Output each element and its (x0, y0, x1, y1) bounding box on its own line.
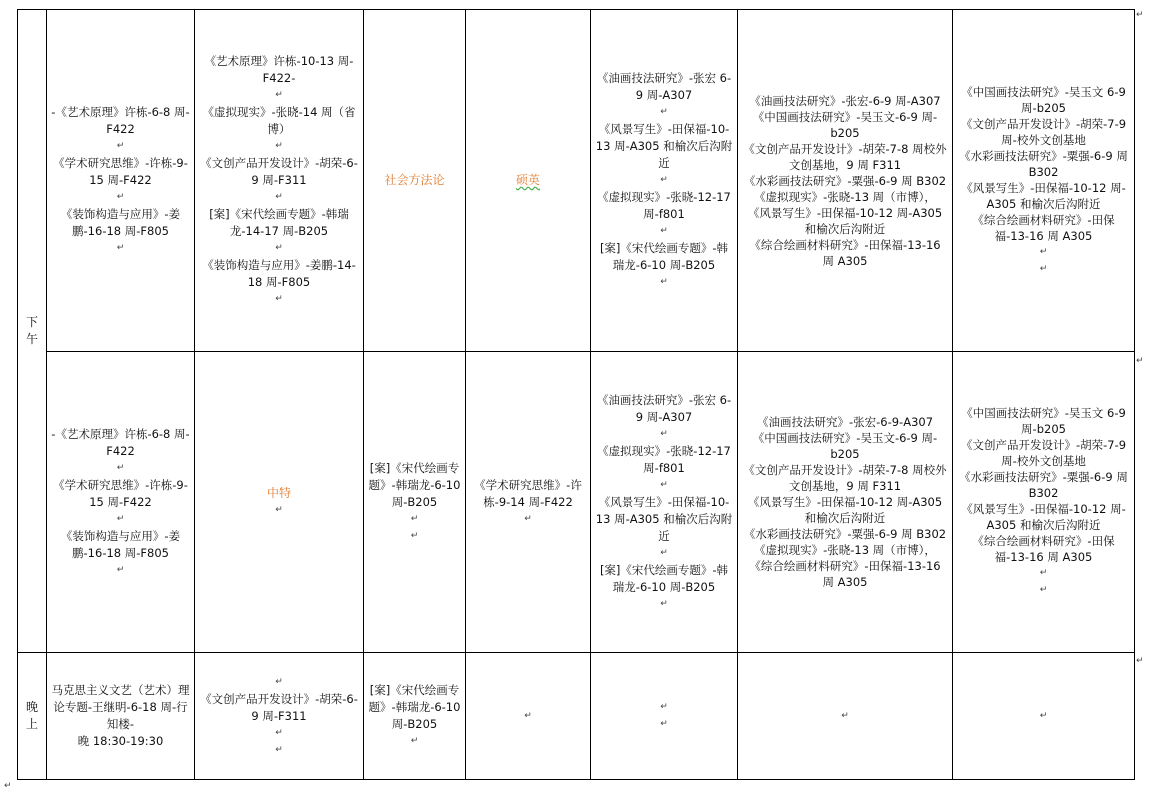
paragraph-mark: ↵ (1039, 568, 1048, 578)
course-entry: 马克思主义文艺（艺术）理论专题-王继明-6-18 周-行知楼- (51, 683, 190, 731)
course-entry: 《综合绘画材料研究》-田保福-13-16 周 A305 (972, 534, 1115, 564)
paragraph-mark: ↵ (410, 736, 419, 746)
paragraph-mark: ↵ (1039, 263, 1048, 274)
course-entry: 《油画技法研究》-张宏-6-9 周-A307 (749, 93, 941, 108)
paragraph-mark: ↵ (275, 744, 283, 755)
course-entry: 《综合绘画材料研究》-田保福-13-16 周 A305 (972, 212, 1115, 243)
schedule-cell (738, 653, 953, 780)
course-entry: 《虚拟现实》-张晓-12-17 周-f801 (597, 190, 731, 221)
course-entry: 晚 18:30-19:30 (77, 734, 164, 748)
paragraph-mark: ↵ (1039, 710, 1048, 721)
schedule-cell (738, 10, 953, 352)
schedule-cell (47, 352, 195, 653)
course-entry: 《装饰构造与应用》-姜鹏-14-18 周-F805 (202, 258, 356, 289)
schedule-cell (195, 10, 364, 352)
course-entry: 《风景写生》-田保福-10-12 周-A305 和榆次后沟附近 (961, 180, 1126, 211)
paragraph-mark: ↵ (524, 710, 532, 721)
course-entry: 《油画技法研究》-张宏 6-9 周-A307 (596, 392, 732, 424)
course-entry: 《综合绘画材料研究》-田保福-13-16 周 A305 (749, 237, 941, 268)
course-entry: 社会方法论 (384, 173, 445, 187)
period-label-text: 下午 (25, 315, 38, 346)
paragraph-mark: ↵ (660, 598, 668, 609)
paragraph-mark: ↵ (1039, 246, 1048, 257)
course-entry: 《文创产品开发设计》-胡荣-7-8 周校外文创基地，9 周 F311 (743, 141, 947, 172)
schedule-cell (738, 352, 953, 653)
period-label-text: 晚上 (25, 700, 38, 731)
course-entry: 《学术研究思维》-许栋-9-15 周-F422 (53, 477, 188, 509)
course-entry: 《中国画技法研究》-吴玉文 6-9 周-b205 (961, 406, 1126, 436)
paragraph-mark: ↵ (275, 243, 283, 253)
paragraph-mark: ↵ (275, 90, 283, 100)
course-entry: 《油画技法研究》-张宏 6-9 周-A307 (596, 71, 732, 102)
paragraph-mark: ↵ (1136, 10, 1144, 20)
course-entry: 中特 (266, 486, 291, 500)
course-entry: 《学术研究思维》-许栋-9-14 周-F422 (474, 477, 582, 509)
course-entry: 《虚拟现实》-张晓-13 周（市博）， (754, 543, 936, 557)
paragraph-mark: ↵ (410, 530, 419, 541)
course-entry: 《水彩画技法研究》-粟强-6-9 周 B302 (959, 148, 1128, 179)
paragraph-mark: ↵ (116, 243, 125, 253)
schedule-cell (47, 10, 195, 352)
course-entry: 《油画技法研究》-张宏-6-9-A307 (756, 415, 934, 429)
paragraph-mark: ↵ (660, 107, 668, 117)
schedule-cell (364, 352, 466, 653)
afternoon-row-2 (18, 352, 1135, 653)
schedule-cell (47, 653, 195, 780)
course-entry: [案]《宋代绘画专题》-韩瑞龙-6-10 周-B205 (599, 241, 729, 272)
paragraph-mark: ↵ (1136, 356, 1144, 366)
schedule-cell (466, 352, 591, 653)
schedule-cell (591, 653, 738, 780)
course-entry: 《水彩画技法研究》-粟强-6-9 周 B302 (743, 173, 947, 188)
course-entry: 《风景写生》-田保福-10-13 周-A305 和榆次后沟附近 (595, 122, 733, 170)
course-schedule-table (17, 9, 1135, 780)
schedule-cell (591, 352, 738, 653)
paragraph-mark: ↵ (275, 192, 283, 202)
paragraph-mark: ↵ (660, 702, 668, 712)
course-entry: [案]《宋代绘画专题》-韩瑞龙-6-10 周-B205 (599, 562, 729, 594)
paragraph-mark: ↵ (116, 141, 125, 151)
course-entry: 《中国画技法研究》-吴玉文 6-9 周-b205 (961, 84, 1126, 115)
paragraph-mark: ↵ (116, 513, 125, 524)
course-entry: 《装饰构造与应用》-姜鹏-16-18 周-F805 (60, 528, 181, 560)
schedule-cell (953, 10, 1135, 352)
course-entry: 《学术研究思维》-许栋-9-15 周-F422 (53, 156, 188, 187)
course-entry: 《风景写生》-田保福-10-12 周-A305 和榆次后沟附近 (747, 205, 943, 236)
schedule-cell (466, 653, 591, 780)
paragraph-mark: ↵ (4, 781, 12, 791)
paragraph-mark: ↵ (116, 564, 125, 575)
paragraph-mark: ↵ (275, 294, 283, 304)
paragraph-mark: ↵ (660, 226, 668, 236)
course-entry: 《风景写生》-田保福-10-12 周-A305 和榆次后沟附近 (961, 502, 1126, 532)
schedule-cell (466, 10, 591, 352)
course-entry: 《虚拟现实》-张晓-13 周（市博）， (754, 189, 936, 204)
course-entry: 《综合绘画材料研究》-田保福-13-16 周 A305 (749, 559, 941, 589)
course-entry: 《虚拟现实》-张晓-14 周（省博） (202, 105, 356, 136)
course-entry: 《艺术原理》许栋-10-13 周-F422- (204, 54, 354, 85)
schedule-cell (364, 653, 466, 780)
afternoon-row-1 (18, 10, 1135, 352)
paragraph-mark: ↵ (660, 428, 668, 439)
course-entry: 《中国画技法研究》-吴玉文-6-9 周-b205 (752, 109, 938, 140)
period-label-afternoon (18, 10, 47, 653)
course-entry: 《文创产品开发设计》-胡荣-7-9 周-校外文创基地 (960, 438, 1127, 468)
schedule-cell (591, 10, 738, 352)
paragraph-mark: ↵ (660, 479, 668, 490)
schedule-cell (953, 352, 1135, 653)
course-entry: 《虚拟现实》-张晓-12-17 周-f801 (597, 443, 731, 475)
schedule-cell (195, 653, 364, 780)
paragraph-mark: ↵ (660, 719, 668, 729)
paragraph-mark: ↵ (275, 141, 283, 151)
course-entry: 《文创产品开发设计》-胡荣-6-9 周-F311 (200, 156, 358, 187)
paragraph-mark: ↵ (660, 175, 668, 185)
course-entry: [案]《宋代绘画专题》-韩瑞龙-6-10 周-B205 (368, 683, 461, 731)
course-entry: 《文创产品开发设计》-胡荣-6-9 周-F311 (200, 691, 358, 723)
course-entry: -《艺术原理》许栋-6-8 周-F422 (51, 105, 190, 136)
paragraph-mark: ↵ (275, 505, 283, 515)
paragraph-mark: ↵ (1136, 656, 1144, 666)
course-entry: -《艺术原理》许栋-6-8 周-F422 (51, 426, 190, 458)
schedule-cell (364, 10, 466, 352)
period-label-evening (18, 653, 47, 780)
paragraph-mark: ↵ (1039, 585, 1048, 595)
course-entry: 《装饰构造与应用》-姜鹏-16-18 周-F805 (60, 207, 181, 238)
course-entry: 《文创产品开发设计》-胡荣-7-9 周-校外文创基地 (960, 116, 1127, 147)
course-entry: 《中国画技法研究》-吴玉文-6-9 周-b205 (752, 431, 938, 461)
schedule-cell (195, 352, 364, 653)
paragraph-mark: ↵ (524, 513, 532, 524)
course-entry: 《风景写生》-田保福-10-13 周-A305 和榆次后沟附近 (595, 494, 733, 543)
paragraph-mark: ↵ (841, 710, 849, 721)
course-entry: 《风景写生》-田保福-10-12 周-A305 和榆次后沟附近 (747, 495, 943, 525)
course-entry: 硕英 (515, 173, 540, 187)
paragraph-mark: ↵ (660, 547, 668, 558)
evening-row (18, 653, 1135, 780)
schedule-cell (953, 653, 1135, 780)
paragraph-mark: ↵ (116, 192, 125, 202)
course-entry: [案]《宋代绘画专题》-韩瑞龙-6-10 周-B205 (368, 460, 461, 509)
course-entry: 《文创产品开发设计》-胡荣-7-8 周校外文创基地，9 周 F311 (743, 463, 947, 493)
paragraph-mark: ↵ (410, 513, 419, 524)
course-entry: [案]《宋代绘画专题》-韩瑞龙-14-17 周-B205 (209, 207, 349, 238)
course-entry: 《水彩画技法研究》-粟强-6-9 周 B302 (959, 470, 1128, 500)
course-entry: 《水彩画技法研究》-粟强-6-9 周 B302 (743, 527, 947, 541)
paragraph-mark: ↵ (275, 676, 283, 687)
paragraph-mark: ↵ (275, 727, 283, 738)
paragraph-mark: ↵ (660, 277, 668, 287)
paragraph-mark: ↵ (116, 462, 125, 473)
